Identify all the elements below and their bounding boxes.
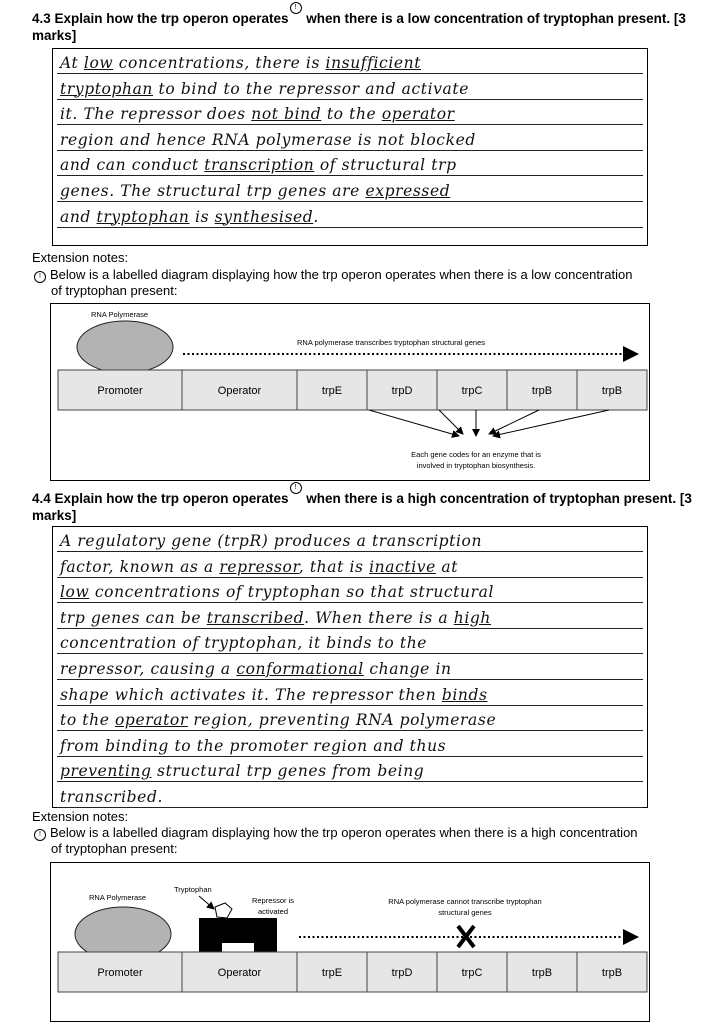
answer-line-text — [60, 686, 488, 704]
answer-line — [57, 629, 643, 654]
info-circle-icon: ! — [290, 482, 302, 494]
underlined-keyword: tryptophan — [60, 79, 154, 98]
answer-line — [57, 783, 643, 808]
answer-text: region, preventing RNA polymerase — [187, 711, 497, 730]
answer-line-text — [60, 788, 163, 806]
tryptophan-arrow — [199, 896, 214, 909]
underlined-keyword: transcribed — [206, 608, 305, 627]
activated-repressor — [199, 918, 277, 952]
underlined-keyword: insufficient — [325, 54, 422, 72]
answer-text: is — [189, 207, 215, 226]
operon-segment-label: Operator — [217, 385, 262, 397]
answer-line-text — [60, 532, 482, 550]
answer-text: and — [60, 207, 97, 226]
extension-heading-2: Extension notes: — [32, 809, 129, 824]
answer-line — [57, 100, 643, 125]
answer-text: . — [313, 207, 319, 226]
underlined-keyword: repressor — [219, 557, 299, 576]
answer-text: to the — [321, 105, 382, 124]
answer-line-text — [60, 208, 319, 226]
answer-line-text — [60, 182, 450, 200]
answer-line-text — [60, 762, 424, 780]
underlined-keyword: not bind — [251, 105, 322, 124]
answer-line — [57, 706, 643, 731]
answer-line — [57, 527, 643, 552]
enzyme-note-line2: involved in tryptophan biosynthesis. — [416, 461, 536, 470]
answer-text: At — [60, 54, 84, 72]
repressor-label-line2: activated — [257, 907, 289, 916]
underlined-keyword: binds — [441, 685, 488, 704]
underlined-keyword: preventing — [60, 762, 152, 781]
question-4-4-title — [32, 484, 692, 524]
answer-line-text — [60, 583, 494, 601]
answer-text: to bind to the repressor and activate — [153, 79, 469, 98]
answer-text: region and hence RNA polymerase is not blocked — [60, 130, 476, 149]
answer-text: concentrations of tryptophan so that structural — [89, 583, 495, 602]
answer-text: change in — [363, 660, 452, 678]
operon-segment-label: trpB — [601, 967, 623, 979]
extension-note-1 — [34, 267, 674, 299]
extension-note-2 — [34, 825, 674, 857]
answer-line-text — [60, 80, 469, 98]
answer-line-text — [60, 609, 491, 627]
operon-segments — [58, 370, 647, 410]
answer-line — [57, 203, 643, 228]
operon-segment-label: trpC — [461, 385, 483, 397]
operon-segment-label: trpC — [461, 967, 483, 979]
answer-line-text — [60, 660, 452, 678]
underlined-keyword: tryptophan — [96, 207, 190, 226]
underlined-keyword: operator — [115, 711, 188, 730]
title-part: 4.4 Explain how the trp operon operates — [32, 491, 289, 506]
answer-text: it. The repressor does — [60, 105, 252, 124]
answer-line-text — [60, 711, 496, 729]
operon-segment-label: trpE — [321, 967, 343, 979]
info-circle-icon: ! — [290, 2, 302, 14]
answer-text: transcribed. — [60, 788, 164, 806]
answer-line — [57, 75, 643, 100]
operon-segment-label: trpE — [321, 385, 343, 397]
rna-polymerase-label: RNA Polymerase — [89, 893, 147, 902]
repressor-label-line1: Repressor is — [251, 896, 295, 905]
answer-text: shape which activates it. The repressor then — [60, 685, 442, 704]
gene-to-enzyme-arrows — [369, 410, 609, 436]
blocked-arrow-label-line2: structural genes — [438, 908, 492, 917]
blocked-arrow-label-line1: RNA polymerase cannot transcribe tryptophan — [388, 897, 542, 906]
answer-line — [57, 757, 643, 782]
answer-text: at — [435, 557, 459, 576]
answer-line — [57, 732, 643, 757]
info-circle-icon: ! — [34, 829, 46, 841]
title-part: 4.3 Explain how the trp operon operates — [32, 11, 289, 26]
answer-text: structural trp genes from being — [151, 762, 425, 781]
extension-heading-1: Extension notes: — [32, 250, 129, 265]
operon-segment-label: trpD — [391, 385, 413, 397]
answer-text: concentration of tryptophan, it binds to the — [60, 634, 428, 653]
answer-line — [57, 604, 643, 629]
q44-title-text — [32, 484, 692, 506]
answer-line — [57, 655, 643, 680]
answer-text: of structural trp — [314, 156, 457, 175]
underlined-keyword: expressed — [365, 182, 451, 200]
answer-box-4-4 — [52, 526, 648, 808]
extension-note-2-line1: Below is a labelled diagram displaying how the trp operon operates when there is a high concentration — [50, 825, 638, 840]
answer-text: repressor, causing a — [60, 660, 237, 678]
q43-title-cont: marks] — [32, 28, 77, 43]
answer-line — [57, 151, 643, 176]
answer-text: . When there is a — [304, 608, 454, 627]
answer-line-text — [60, 54, 421, 72]
answer-text: , that is — [298, 557, 370, 576]
underlined-keyword: low — [83, 54, 114, 72]
answer-line-text — [60, 737, 446, 755]
answer-line-text — [60, 634, 427, 652]
answer-line — [57, 681, 643, 706]
operon-segment-label: trpB — [531, 385, 553, 397]
operon-segment-label: Promoter — [97, 967, 143, 979]
answer-line — [57, 553, 643, 578]
answer-box-4-3 — [52, 48, 648, 246]
underlined-keyword: transcription — [204, 156, 315, 175]
underlined-keyword: low — [60, 583, 90, 602]
extension-note-1-line1: Below is a labelled diagram displaying how the trp operon operates when there is a low concentration — [50, 267, 633, 282]
title-part: when there is a high concentration of tryptophan present. [3 — [302, 491, 692, 506]
operon-segment-label: trpD — [391, 967, 413, 979]
operon-segments — [58, 952, 647, 992]
rna-polymerase-label: RNA Polymerase — [91, 310, 149, 319]
underlined-keyword: conformational — [236, 660, 364, 678]
answer-line-text — [60, 558, 458, 576]
enzyme-note-line1: Each gene codes for an enzyme that is — [411, 450, 541, 459]
tryptophan-molecule — [215, 903, 232, 918]
title-part: when there is a low concentration of tryptophan present. [3 — [302, 11, 686, 26]
answer-line — [57, 177, 643, 202]
q44-title-cont: marks] — [32, 508, 77, 523]
q43-title-text — [32, 4, 686, 26]
transcription-arrow-label: RNA polymerase transcribes tryptophan structural genes — [296, 338, 486, 347]
answer-line-text — [60, 156, 457, 174]
answer-line — [57, 126, 643, 151]
answer-text: genes. The structural trp genes are — [60, 182, 366, 200]
answer-line — [57, 49, 643, 74]
tryptophan-label: Tryptophan — [174, 885, 212, 894]
answer-text: factor, known as a — [60, 557, 220, 576]
underlined-keyword: synthesised — [214, 207, 314, 226]
info-circle-icon: ! — [34, 271, 46, 283]
trp-operon-high-diagram — [50, 862, 650, 1022]
answer-line — [57, 578, 643, 603]
answer-line-text — [60, 105, 455, 123]
operon-segment-label: Promoter — [97, 385, 143, 397]
answer-text: and can conduct — [60, 156, 205, 175]
operon-segment-label: trpB — [531, 967, 553, 979]
answer-text: A regulatory gene (trpR) produces a transcription — [60, 532, 483, 550]
answer-text: from binding to the promoter region and thus — [60, 736, 447, 755]
extension-note-1-line2: of tryptophan present: — [51, 283, 178, 298]
trp-operon-low-diagram — [50, 303, 650, 481]
underlined-keyword: high — [453, 608, 491, 627]
answer-text: trp genes can be — [60, 608, 207, 627]
extension-note-2-line2: of tryptophan present: — [51, 841, 178, 856]
question-4-3-title — [32, 4, 692, 44]
answer-text: to the — [60, 711, 115, 730]
operon-segment-label: trpB — [601, 385, 623, 397]
answer-text: concentrations, there is — [113, 54, 326, 72]
underlined-keyword: inactive — [369, 557, 436, 576]
operon-segment-label: Operator — [217, 967, 262, 979]
underlined-keyword: operator — [381, 105, 455, 124]
rna-polymerase-shape — [77, 321, 173, 373]
answer-line-text — [60, 131, 476, 149]
